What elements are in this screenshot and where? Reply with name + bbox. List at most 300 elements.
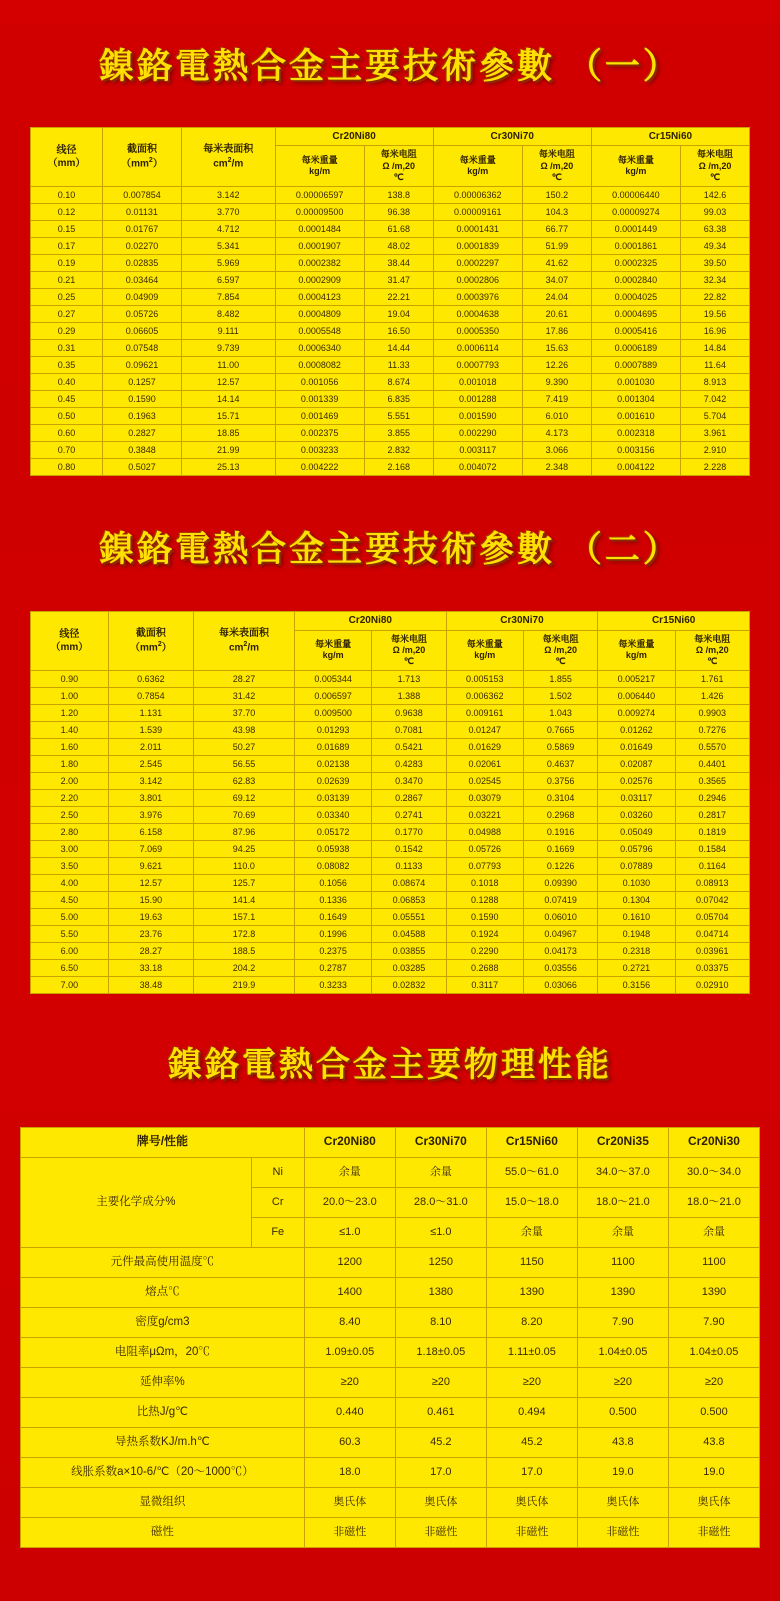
table-cell: 5.551 <box>364 408 433 425</box>
table-cell: 0.02545 <box>446 773 523 790</box>
table-cell: 0.03961 <box>675 943 749 960</box>
cell-diameter: 0.29 <box>31 323 103 340</box>
table-cell: 0.07793 <box>446 858 523 875</box>
table-cell: 0.007854 <box>103 187 182 204</box>
table-cell: 3.855 <box>364 425 433 442</box>
cell-diameter: 0.35 <box>31 357 103 374</box>
table-cell: 0.2787 <box>294 960 371 977</box>
tech-params-table-2 <box>30 611 750 994</box>
table-row <box>31 739 750 756</box>
table-cell: 0.500 <box>668 1397 759 1427</box>
tech-table-2-head <box>31 612 750 671</box>
table-cell: 142.6 <box>681 187 750 204</box>
table-row <box>31 960 750 977</box>
physical-properties-table <box>20 1127 760 1548</box>
table-cell: ≥20 <box>395 1367 486 1397</box>
table-cell: 12.57 <box>181 374 275 391</box>
table-cell: 5.341 <box>181 238 275 255</box>
table-cell: 1400 <box>304 1277 395 1307</box>
table-cell: 43.8 <box>668 1427 759 1457</box>
table-cell: 7.042 <box>681 391 750 408</box>
table-cell: 0.1336 <box>294 892 371 909</box>
table-cell: 150.2 <box>522 187 591 204</box>
table-row <box>31 289 750 306</box>
table-cell: 0.01131 <box>103 204 182 221</box>
table-cell: 0.04967 <box>523 926 597 943</box>
cell-diameter: 0.80 <box>31 459 103 476</box>
table-cell: ≤1.0 <box>395 1217 486 1247</box>
table-cell: 1390 <box>668 1277 759 1307</box>
document-page <box>0 23 780 1573</box>
table-cell: 0.07889 <box>598 858 675 875</box>
cell-diameter: 6.50 <box>31 960 109 977</box>
table-cell: 0.03221 <box>446 807 523 824</box>
table-cell: 96.38 <box>364 204 433 221</box>
table-cell: 43.98 <box>193 722 294 739</box>
cell-diameter: 0.10 <box>31 187 103 204</box>
table-cell: 余量 <box>486 1217 577 1247</box>
table-cell: 0.005344 <box>294 671 371 688</box>
table-cell: 8.674 <box>364 374 433 391</box>
table-cell: 0.0005350 <box>433 323 522 340</box>
table-cell: 0.04714 <box>675 926 749 943</box>
table-cell: 0.0001449 <box>591 221 680 238</box>
table-row <box>31 391 750 408</box>
table-cell: 非磁性 <box>668 1517 759 1547</box>
table-row <box>31 909 750 926</box>
header-area: 截面积 $(mm^2)$ <box>103 127 182 186</box>
table-cell: 125.7 <box>193 875 294 892</box>
table-cell: 38.44 <box>364 255 433 272</box>
table-cell: 0.2290 <box>446 943 523 960</box>
table-cell: 0.08674 <box>372 875 446 892</box>
cell-diameter: 1.40 <box>31 722 109 739</box>
table-cell: 31.42 <box>193 688 294 705</box>
table-cell: 28.27 <box>108 943 193 960</box>
cell-diameter: 0.90 <box>31 671 109 688</box>
table-cell: 0.0007793 <box>433 357 522 374</box>
table-cell: 19.0 <box>577 1457 668 1487</box>
composition-row <box>21 1157 760 1187</box>
table-cell: 0.03556 <box>523 960 597 977</box>
table-cell: 5.704 <box>681 408 750 425</box>
cell-diameter: 2.50 <box>31 807 109 824</box>
table-cell: 3.066 <box>522 442 591 459</box>
table-cell: 0.5869 <box>523 739 597 756</box>
table-cell: ≥20 <box>668 1367 759 1397</box>
table-cell: 6.010 <box>522 408 591 425</box>
table-cell: 0.05938 <box>294 841 371 858</box>
table-cell: 0.009161 <box>446 705 523 722</box>
table-cell: 21.99 <box>181 442 275 459</box>
table-cell: 0.1257 <box>103 374 182 391</box>
header-diameter: 线径 （mm） <box>31 612 109 671</box>
table-cell: 0.1770 <box>372 824 446 841</box>
table-cell: 61.68 <box>364 221 433 238</box>
cell-diameter: 3.50 <box>31 858 109 875</box>
table-cell: 6.158 <box>108 824 193 841</box>
property-row <box>21 1307 760 1337</box>
page-title-table-1: 鎳鉻電熱合金主要技術參數 （一） <box>99 47 681 87</box>
table-cell: 0.3156 <box>598 977 675 994</box>
table-cell: 0.1669 <box>523 841 597 858</box>
table-cell: 0.0001484 <box>275 221 364 238</box>
table-cell: 奥氏体 <box>304 1487 395 1517</box>
table-cell: 15.71 <box>181 408 275 425</box>
composition-element: Ni <box>251 1157 304 1187</box>
table-cell: 2.910 <box>681 442 750 459</box>
table-cell: 19.0 <box>668 1457 759 1487</box>
cell-diameter: 0.27 <box>31 306 103 323</box>
table-cell: 0.03079 <box>446 790 523 807</box>
table-cell: 7.90 <box>577 1307 668 1337</box>
table-cell: 非磁性 <box>486 1517 577 1547</box>
table-cell: 56.55 <box>193 756 294 773</box>
table-cell: 15.0～18.0 <box>486 1187 577 1217</box>
cell-diameter: 0.50 <box>31 408 103 425</box>
table-cell: 0.02087 <box>598 756 675 773</box>
table-cell: 0.2318 <box>598 943 675 960</box>
table-cell: 0.1288 <box>446 892 523 909</box>
table-cell: 0.0007889 <box>591 357 680 374</box>
table-cell: 0.2741 <box>372 807 446 824</box>
table-cell: 0.0006114 <box>433 340 522 357</box>
table-row <box>31 255 750 272</box>
table-row <box>31 790 750 807</box>
table-cell: 1100 <box>668 1247 759 1277</box>
property-row <box>21 1277 760 1307</box>
header-weight-2: 每米重量 kg/m <box>446 630 523 671</box>
table-cell: 9.621 <box>108 858 193 875</box>
table-cell: 8.482 <box>181 306 275 323</box>
cell-diameter: 1.20 <box>31 705 109 722</box>
cell-diameter: 1.00 <box>31 688 109 705</box>
table-cell: 0.005217 <box>598 671 675 688</box>
table-cell: 2.228 <box>681 459 750 476</box>
table-cell: 奥氏体 <box>486 1487 577 1517</box>
table-cell: 60.3 <box>304 1427 395 1457</box>
table-cell: 0.7854 <box>108 688 193 705</box>
table-cell: 43.8 <box>577 1427 668 1457</box>
table-row <box>31 943 750 960</box>
table-cell: 0.3565 <box>675 773 749 790</box>
table-cell: 0.00006597 <box>275 187 364 204</box>
property-row <box>21 1337 760 1367</box>
table-cell: 1.04±0.05 <box>577 1337 668 1367</box>
table-cell: 1.043 <box>523 705 597 722</box>
tech-table-1-group-row <box>31 127 750 146</box>
table-cell: 51.99 <box>522 238 591 255</box>
table-cell: 9.739 <box>181 340 275 357</box>
table-cell: 0.00006362 <box>433 187 522 204</box>
header-surface: 每米表面积 $cm^2/m$ <box>181 127 275 186</box>
table-cell: 17.86 <box>522 323 591 340</box>
table-cell: 0.01689 <box>294 739 371 756</box>
header-cr15ni60: Cr15Ni60 <box>486 1127 577 1157</box>
table-cell: 28.0～31.0 <box>395 1187 486 1217</box>
table-cell: 0.00006440 <box>591 187 680 204</box>
table-cell: 0.002375 <box>275 425 364 442</box>
table-cell: 20.0～23.0 <box>304 1187 395 1217</box>
header-weight-1: 每米重量 kg/m <box>275 146 364 187</box>
table-cell: 0.02576 <box>598 773 675 790</box>
table-cell: 0.0006189 <box>591 340 680 357</box>
table-cell: 0.02138 <box>294 756 371 773</box>
table-cell: 0.3470 <box>372 773 446 790</box>
property-row <box>21 1517 760 1547</box>
tech-table-2-wrapper <box>0 611 780 994</box>
table-cell: 0.0002909 <box>275 272 364 289</box>
property-row <box>21 1487 760 1517</box>
table-cell: 0.494 <box>486 1397 577 1427</box>
table-cell: 0.02835 <box>103 255 182 272</box>
table-cell: 14.14 <box>181 391 275 408</box>
table-cell: 7.90 <box>668 1307 759 1337</box>
table-cell: 1.09±0.05 <box>304 1337 395 1367</box>
table-cell: 0.0008082 <box>275 357 364 374</box>
table-cell: 0.2946 <box>675 790 749 807</box>
table-cell: 0.2827 <box>103 425 182 442</box>
table-row <box>31 374 750 391</box>
table-cell: 4.712 <box>181 221 275 238</box>
table-cell: 奥氏体 <box>668 1487 759 1517</box>
table-cell: 0.05049 <box>598 824 675 841</box>
table-cell: 1.855 <box>523 671 597 688</box>
table-cell: 0.5027 <box>103 459 182 476</box>
table-cell: 0.0004123 <box>275 289 364 306</box>
table-cell: 0.01262 <box>598 722 675 739</box>
cell-diameter: 0.31 <box>31 340 103 357</box>
table-cell: 3.142 <box>181 187 275 204</box>
table-cell: 39.50 <box>681 255 750 272</box>
table-cell: 0.0006340 <box>275 340 364 357</box>
table-cell: 0.07042 <box>675 892 749 909</box>
table-cell: 3.976 <box>108 807 193 824</box>
table-row <box>31 340 750 357</box>
table-cell: 19.63 <box>108 909 193 926</box>
table-cell: 奥氏体 <box>577 1487 668 1517</box>
table-cell: 34.0～37.0 <box>577 1157 668 1187</box>
table-cell: 0.05726 <box>103 306 182 323</box>
table-cell: 0.001469 <box>275 408 364 425</box>
table-cell: 0.05172 <box>294 824 371 841</box>
table-cell: 48.02 <box>364 238 433 255</box>
table-cell: 172.8 <box>193 926 294 943</box>
table-cell: 0.2721 <box>598 960 675 977</box>
table-cell: 0.02270 <box>103 238 182 255</box>
cell-diameter: 6.00 <box>31 943 109 960</box>
table-cell: 1390 <box>577 1277 668 1307</box>
table-cell: 1150 <box>486 1247 577 1277</box>
table-cell: 0.1916 <box>523 824 597 841</box>
header-weight-3: 每米重量 kg/m <box>598 630 675 671</box>
cell-diameter: 7.00 <box>31 977 109 994</box>
property-row <box>21 1397 760 1427</box>
property-row <box>21 1457 760 1487</box>
table-cell: 15.90 <box>108 892 193 909</box>
table-cell: 0.09621 <box>103 357 182 374</box>
table-cell: 38.48 <box>108 977 193 994</box>
table-cell: 0.01629 <box>446 739 523 756</box>
table-row <box>31 977 750 994</box>
table-cell: 0.1610 <box>598 909 675 926</box>
table-cell: 0.04173 <box>523 943 597 960</box>
table-cell: 14.44 <box>364 340 433 357</box>
table-cell: 0.2375 <box>294 943 371 960</box>
table-cell: 22.82 <box>681 289 750 306</box>
header-resistance-3: 每米电阻 Ω /m,20 ℃ <box>681 146 750 187</box>
table-cell: 0.03340 <box>294 807 371 824</box>
table-row <box>31 425 750 442</box>
table-cell: 0.0003976 <box>433 289 522 306</box>
table-cell: 0.001288 <box>433 391 522 408</box>
table-cell: 0.1590 <box>103 391 182 408</box>
composition-element: Fe <box>251 1217 304 1247</box>
table-cell: 0.0001861 <box>591 238 680 255</box>
table-cell: 11.00 <box>181 357 275 374</box>
table-cell: 0.1164 <box>675 858 749 875</box>
table-cell: 2.348 <box>522 459 591 476</box>
row-label-property: 线胀系数a×10-6/℃（20～1000℃） <box>21 1457 305 1487</box>
table-cell: 34.07 <box>522 272 591 289</box>
header-diameter: 线径 （mm） <box>31 127 103 186</box>
table-cell: 0.7081 <box>372 722 446 739</box>
table-cell: 0.03066 <box>523 977 597 994</box>
table-cell: 0.00009161 <box>433 204 522 221</box>
table-row <box>31 671 750 688</box>
table-cell: 3.770 <box>181 204 275 221</box>
table-cell: 0.4637 <box>523 756 597 773</box>
tech-params-table-1 <box>30 127 750 476</box>
table-cell: 0.001018 <box>433 374 522 391</box>
table-cell: 1.539 <box>108 722 193 739</box>
cell-diameter: 4.50 <box>31 892 109 909</box>
table-cell: 0.440 <box>304 1397 395 1427</box>
table-cell: 18.0～21.0 <box>668 1187 759 1217</box>
table-cell: 138.8 <box>364 187 433 204</box>
header-group-cr20ni80: Cr20Ni80 <box>275 127 433 146</box>
table-cell: 0.07419 <box>523 892 597 909</box>
table-cell: 0.6362 <box>108 671 193 688</box>
table-cell: 2.168 <box>364 459 433 476</box>
table-cell: 0.001030 <box>591 374 680 391</box>
table-cell: 0.05796 <box>598 841 675 858</box>
table-cell: 20.61 <box>522 306 591 323</box>
row-label-property: 磁性 <box>21 1517 305 1547</box>
table-cell: 0.0004025 <box>591 289 680 306</box>
table-cell: 0.03285 <box>372 960 446 977</box>
table-cell: 0.1996 <box>294 926 371 943</box>
table-cell: 28.27 <box>193 671 294 688</box>
header-resistance-2: 每米电阻 Ω /m,20 ℃ <box>523 630 597 671</box>
table-cell: 7.069 <box>108 841 193 858</box>
table-row <box>31 722 750 739</box>
table-cell: 0.3233 <box>294 977 371 994</box>
table-cell: 0.1542 <box>372 841 446 858</box>
table-cell: 0.0005416 <box>591 323 680 340</box>
table-cell: 0.7276 <box>675 722 749 739</box>
table-cell: 0.03260 <box>598 807 675 824</box>
table-row <box>31 408 750 425</box>
table-row <box>31 705 750 722</box>
row-label-composition: 主要化学成分% <box>21 1157 252 1247</box>
table-cell: 0.03855 <box>372 943 446 960</box>
table-cell: 19.56 <box>681 306 750 323</box>
table-cell: 0.00009500 <box>275 204 364 221</box>
property-row <box>21 1367 760 1397</box>
table-cell: 94.25 <box>193 841 294 858</box>
table-cell: 0.01767 <box>103 221 182 238</box>
table-cell: 4.173 <box>522 425 591 442</box>
table-cell: 0.001339 <box>275 391 364 408</box>
table-row <box>31 272 750 289</box>
table-cell: 1380 <box>395 1277 486 1307</box>
table-cell: 8.10 <box>395 1307 486 1337</box>
cell-diameter: 0.21 <box>31 272 103 289</box>
table-cell: 0.08913 <box>675 875 749 892</box>
table-cell: ≥20 <box>577 1367 668 1397</box>
table-row <box>31 807 750 824</box>
table-cell: 0.1304 <box>598 892 675 909</box>
table-cell: 219.9 <box>193 977 294 994</box>
table-cell: 0.09390 <box>523 875 597 892</box>
table-cell: 0.006440 <box>598 688 675 705</box>
tech-table-1-wrapper <box>0 127 780 476</box>
table-cell: 0.4283 <box>372 756 446 773</box>
table-cell: 23.76 <box>108 926 193 943</box>
table-cell: 0.03464 <box>103 272 182 289</box>
table-cell: 0.1819 <box>675 824 749 841</box>
table-cell: 6.835 <box>364 391 433 408</box>
tech-table-1-body <box>31 187 750 476</box>
table-cell: 0.01247 <box>446 722 523 739</box>
header-cr20ni30: Cr20Ni30 <box>668 1127 759 1157</box>
table-cell: 0.2968 <box>523 807 597 824</box>
table-cell: 17.0 <box>486 1457 577 1487</box>
table-cell: 0.461 <box>395 1397 486 1427</box>
table-cell: 62.83 <box>193 773 294 790</box>
table-cell: 0.9638 <box>372 705 446 722</box>
table-row <box>31 756 750 773</box>
cell-diameter: 1.80 <box>31 756 109 773</box>
table-cell: 0.0005548 <box>275 323 364 340</box>
table-cell: 奥氏体 <box>395 1487 486 1517</box>
table-cell: 11.33 <box>364 357 433 374</box>
table-cell: 0.1924 <box>446 926 523 943</box>
table-cell: 12.26 <box>522 357 591 374</box>
table-cell: 1250 <box>395 1247 486 1277</box>
table-cell: 0.1649 <box>294 909 371 926</box>
table-cell: 0.001304 <box>591 391 680 408</box>
table-row <box>31 892 750 909</box>
table-cell: 63.38 <box>681 221 750 238</box>
table-row <box>31 773 750 790</box>
cell-diameter: 5.00 <box>31 909 109 926</box>
table-cell: 0.7665 <box>523 722 597 739</box>
table-cell: 0.0004638 <box>433 306 522 323</box>
cell-diameter: 4.00 <box>31 875 109 892</box>
table-cell: 22.21 <box>364 289 433 306</box>
table-cell: 9.111 <box>181 323 275 340</box>
header-weight-3: 每米重量 kg/m <box>591 146 680 187</box>
table-cell: 0.05726 <box>446 841 523 858</box>
bottom-spacer <box>0 1548 780 1574</box>
table-cell: 0.1963 <box>103 408 182 425</box>
table-cell: 141.4 <box>193 892 294 909</box>
table-cell: 17.0 <box>395 1457 486 1487</box>
tech-table-1-head <box>31 127 750 186</box>
cell-diameter: 2.80 <box>31 824 109 841</box>
